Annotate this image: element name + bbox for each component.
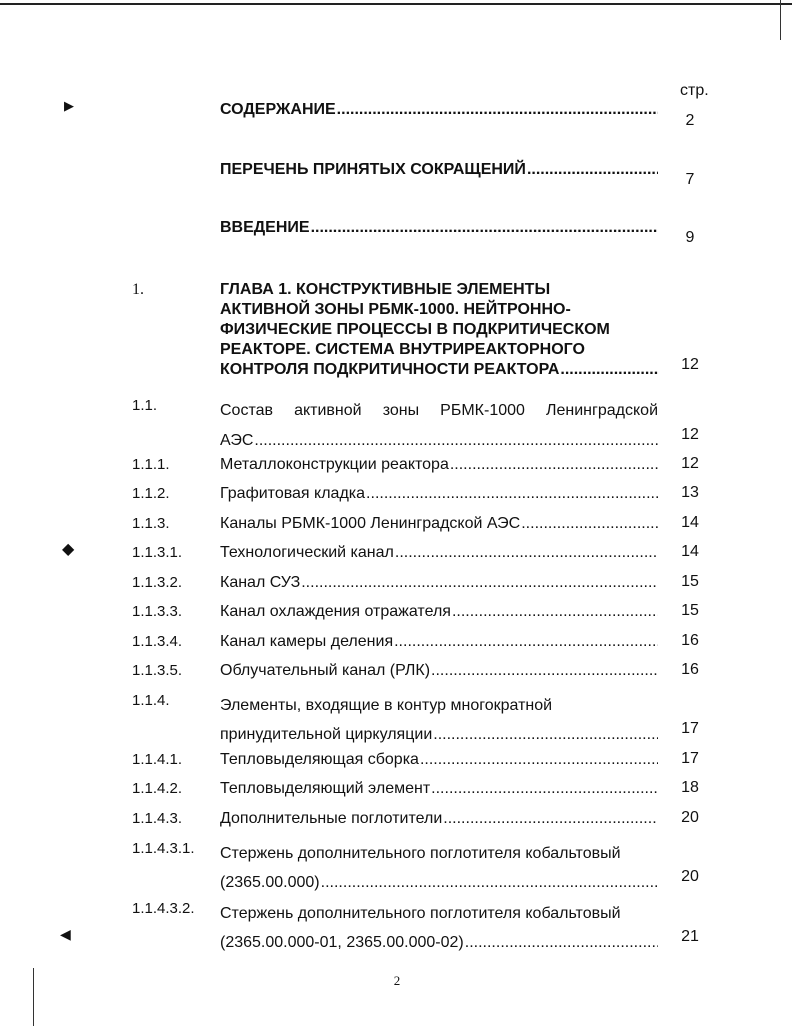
toc-title-line: Канал камеры деления	[220, 633, 394, 650]
leader-dots	[431, 661, 658, 681]
right-scan-edge	[780, 0, 781, 40]
toc-entry-number: 1.1.2.	[132, 485, 170, 502]
toc-page-number: 15	[681, 573, 699, 590]
toc-entry-title	[220, 809, 658, 829]
leader-dots	[321, 868, 658, 897]
toc-entry-title	[220, 218, 658, 238]
toc-page-number: 16	[681, 661, 699, 678]
leader-dots	[431, 779, 658, 799]
toc-entry-number: 1.1.4.3.1.	[132, 840, 195, 857]
leader-dots	[560, 360, 658, 380]
toc-title-line: ВВЕДЕНИЕ	[220, 219, 310, 236]
leader-dots	[452, 602, 658, 622]
toc-title-line: Дополнительные поглотители	[220, 810, 443, 827]
leader-dots	[420, 750, 658, 770]
toc-entry-number: 1.1.3.1.	[132, 544, 183, 561]
toc-entry-title	[220, 160, 658, 180]
toc-page-number: 20	[681, 809, 699, 826]
leader-dots	[311, 218, 658, 238]
toc-title-line: Технологический канал	[220, 544, 394, 561]
leader-dots	[301, 573, 658, 593]
toc-entry-title	[220, 779, 658, 799]
leader-dots	[450, 455, 658, 475]
toc-entry-number: 1.1.4.3.	[132, 810, 183, 827]
toc-entry-title	[220, 396, 658, 456]
toc-entry-number: 1.1.4.1.	[132, 751, 183, 768]
toc-page-number: 21	[681, 928, 699, 945]
leader-dots	[395, 543, 658, 563]
toc-entry-number: 1.1.4.3.2.	[132, 900, 195, 917]
toc-page-number: 9	[685, 229, 695, 246]
toc-title-line: Состав активной зоны РБМК-1000 Ленинградской	[220, 402, 658, 419]
toc-entry-title	[220, 573, 658, 593]
leader-dots	[521, 514, 658, 534]
toc-entry-title	[220, 899, 658, 957]
toc-title-line: Облучательный канал (РЛК)	[220, 662, 431, 679]
toc-title-line: Тепловыделяющая сборка	[220, 751, 419, 768]
toc-page-number: 20	[681, 868, 699, 885]
toc-entry-title	[220, 839, 658, 897]
toc-entry-number: 1.1.3.5.	[132, 662, 183, 679]
toc-entry-number: 1.1.4.	[132, 692, 170, 709]
toc-title-line: Стержень дополнительного поглотителя кобальтовый	[220, 845, 621, 862]
leader-dots	[366, 484, 658, 504]
toc-page-number: 2	[685, 112, 695, 129]
toc-title-line: Металлоконструкции реактора	[220, 456, 449, 473]
toc-entry-title	[220, 632, 658, 652]
toc-page-number: 14	[681, 543, 699, 560]
toc-entry-title	[220, 100, 658, 120]
toc-title-line: ПЕРЕЧЕНЬ ПРИНЯТЫХ СОКРАЩЕНИЙ	[220, 161, 526, 178]
toc-entry-number: 1.1.3.2.	[132, 574, 183, 591]
toc-title-line: Графитовая кладка	[220, 485, 366, 502]
toc-page-number: 12	[681, 455, 699, 472]
toc-title-line: принудительной циркуляции	[220, 726, 433, 743]
toc-entry-title	[220, 280, 658, 380]
toc-title-line: Элементы, входящие в контур многократной	[220, 697, 553, 714]
toc-title-line: КОНТРОЛЯ ПОДКРИТИЧНОСТИ РЕАКТОРА	[220, 361, 560, 378]
toc-entry-title	[220, 602, 658, 622]
toc-entry-title	[220, 661, 658, 681]
toc-title-line: Каналы РБМК-1000 Ленинградской АЭС	[220, 515, 521, 532]
toc-page-number: 12	[681, 356, 699, 373]
toc-title-line: АКТИВНОЙ ЗОНЫ РБМК-1000. НЕЙТРОННО-	[220, 301, 571, 318]
page-footer-number: 2	[393, 973, 401, 988]
toc-page-number: 12	[681, 426, 699, 443]
leader-dots	[394, 632, 658, 652]
scan-blot-arrow-icon: ▶	[64, 99, 74, 114]
toc-entry-title	[220, 484, 658, 504]
toc-page-number: 17	[681, 750, 699, 767]
toc-entry-number: 1.	[132, 281, 144, 298]
toc-title-line: ГЛАВА 1. КОНСТРУКТИВНЫЕ ЭЛЕМЕНТЫ	[220, 281, 551, 298]
toc-title-line: (2365.00.000-01, 2365.00.000-02)	[220, 934, 464, 951]
toc-title-line: Стержень дополнительного поглотителя кобальтовый	[220, 905, 621, 922]
toc-page-number: 17	[681, 720, 699, 737]
toc-entry-number: 1.1.	[132, 397, 158, 414]
toc-page-number: 16	[681, 632, 699, 649]
leader-dots	[433, 720, 658, 749]
toc-entry-number: 1.1.3.3.	[132, 603, 183, 620]
leader-dots	[443, 809, 658, 829]
toc-page-number: 13	[681, 484, 699, 501]
toc-entry-number: 1.1.1.	[132, 456, 170, 473]
toc-title-line: Канал СУЗ	[220, 574, 301, 591]
toc-title-line: (2365.00.000)	[220, 874, 320, 891]
toc-title-line: РЕАКТОРЕ. СИСТЕМА ВНУТРИРЕАКТОРНОГО	[220, 341, 585, 358]
toc-entry-title	[220, 543, 658, 563]
toc-entry-title	[220, 514, 658, 534]
toc-title-line: ФИЗИЧЕСКИЕ ПРОЦЕССЫ В ПОДКРИТИЧЕСКОМ	[220, 321, 610, 338]
top-scan-border	[0, 3, 792, 5]
toc-title-line: АЭС	[220, 432, 254, 449]
toc-entry-title	[220, 750, 658, 770]
toc-entry-number: 1.1.3.4.	[132, 633, 183, 650]
leader-dots	[254, 426, 658, 456]
toc-page-number: 14	[681, 514, 699, 531]
toc-entry-number: 1.1.3.	[132, 515, 170, 532]
page-column-label: стр.	[680, 82, 709, 99]
leader-dots	[465, 928, 658, 957]
toc-page-number: 15	[681, 602, 699, 619]
toc-entry-title	[220, 455, 658, 475]
leader-dots	[527, 160, 658, 180]
toc-title-line: Канал охлаждения отражателя	[220, 603, 451, 620]
leader-dots	[337, 100, 658, 120]
toc-page-number: 18	[681, 779, 699, 796]
toc-entry-title	[220, 691, 658, 749]
toc-title-line: Тепловыделяющий элемент	[220, 780, 431, 797]
toc-entry-number: 1.1.4.2.	[132, 780, 183, 797]
toc-title-line: СОДЕРЖАНИЕ	[220, 101, 336, 118]
toc-page-number: 7	[685, 171, 695, 188]
scan-blot-arrow-icon: ◀	[60, 927, 71, 943]
scan-blot-diamond-icon: ◆	[62, 539, 75, 558]
